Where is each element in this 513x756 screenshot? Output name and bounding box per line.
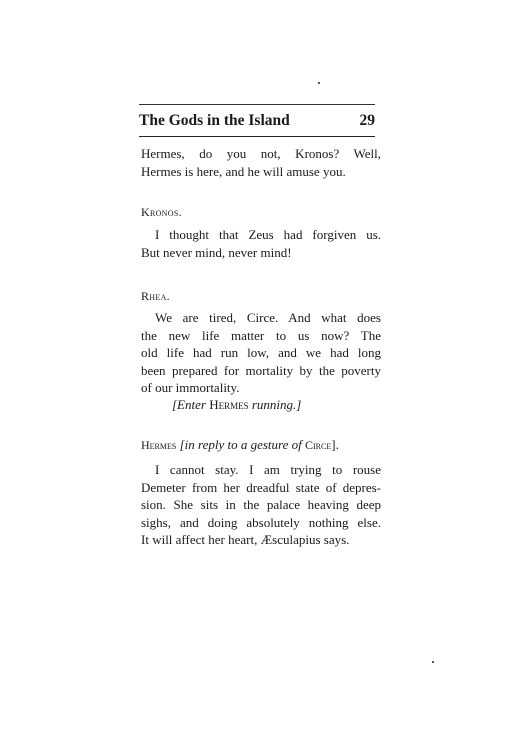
ink-speck <box>318 82 320 84</box>
direction-open: [in reply to a gesture of <box>179 437 302 452</box>
text-line: Hermes, do you not, Kronos? Well, <box>141 146 381 161</box>
text-line: But never mind, never mind! <box>141 244 292 260</box>
rhea-speech <box>141 309 381 397</box>
text-line: Demeter from her dreadful state of depres- <box>141 479 381 495</box>
header-rule <box>139 136 375 137</box>
text-line: been prepared for mortality by the poverty <box>141 362 381 378</box>
text-line: Hermes is here, and he will amuse you. <box>141 163 346 179</box>
kronos-speech <box>141 226 381 261</box>
text-line: sighs, and doing absolutely nothing else. <box>141 514 381 530</box>
text-line: sion. She sits in the palace heaving deep <box>141 497 381 512</box>
ink-speck <box>432 661 434 663</box>
speaker-kronos: Kronos. <box>141 205 182 219</box>
text-line: It will affect her heart, Æsculapius says. <box>141 532 350 547</box>
text-line: We are tired, Circe. And what does <box>155 310 381 325</box>
top-rule <box>139 104 375 105</box>
speaker-rhea: Rhea. <box>141 289 170 303</box>
speaker-hermes-line <box>141 437 339 453</box>
text-line: old life had run low, and we had long <box>141 345 381 360</box>
text-line: of our immortality. <box>141 380 240 395</box>
page-number: 29 <box>359 112 375 129</box>
text-line: I thought that Zeus had forgiven us. <box>155 227 381 242</box>
text-line: the new life matter to us now? The <box>141 327 381 343</box>
text-line: I cannot stay. I am trying to rouse <box>155 462 381 477</box>
hermes-speech <box>141 461 381 549</box>
stage-character-name: Hermes <box>209 397 249 412</box>
opening-paragraph <box>141 145 381 180</box>
stage-open: [Enter <box>172 397 206 412</box>
stage-direction-enter-hermes <box>172 397 301 413</box>
direction-character-name: Circe <box>305 438 332 452</box>
page-header <box>139 112 375 134</box>
stage-close: running.] <box>251 397 302 412</box>
speaker-hermes: Hermes <box>141 438 177 452</box>
direction-close: ]. <box>331 437 339 452</box>
running-title: The Gods in the Island <box>139 112 290 129</box>
